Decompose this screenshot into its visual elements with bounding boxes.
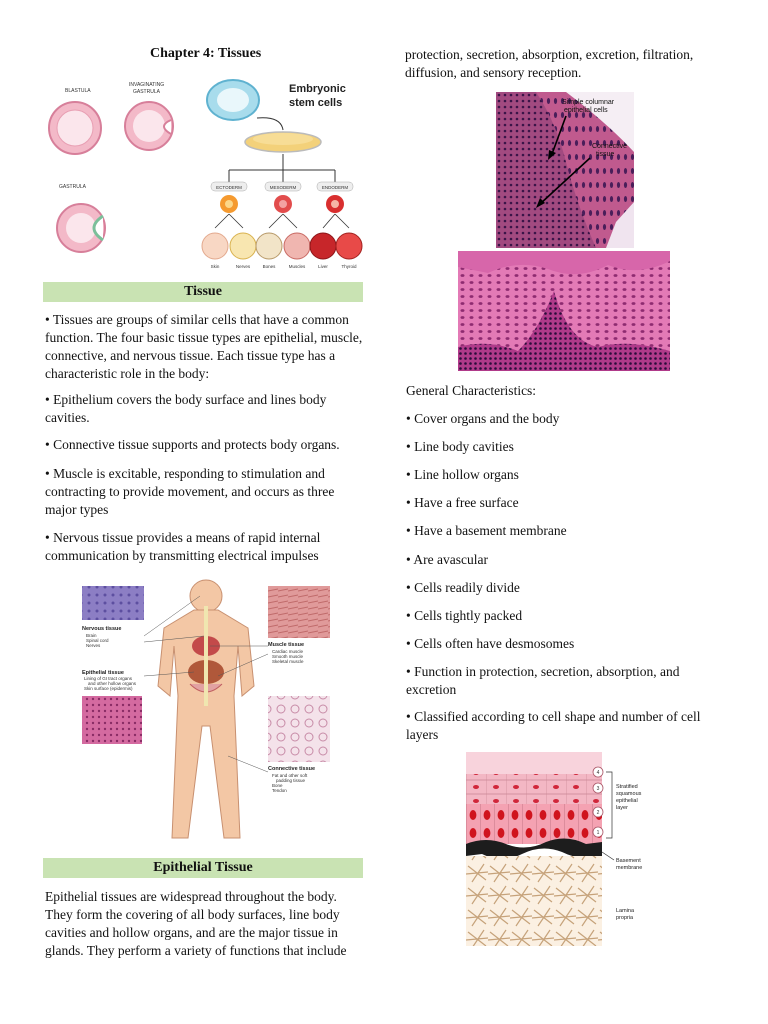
mesoderm-label: MESODERM — [269, 185, 297, 190]
lamina-label: Lamina — [616, 908, 635, 914]
connective-item: padding tissue — [276, 778, 306, 783]
general-characteristics-heading: General Characteristics: — [406, 383, 537, 398]
connective-item: Bone — [272, 783, 283, 788]
gastrula-top-label: GASTRULA — [133, 89, 160, 95]
chapter-title: Chapter 4: Tissues — [150, 46, 262, 61]
muscle-tissue-label: Muscle tissue — [268, 642, 305, 648]
tissue-type-label: Thyroid — [341, 264, 357, 269]
tissue-label: tissue — [596, 151, 615, 158]
connective-item: Fat and other soft — [272, 773, 308, 778]
tissue-paragraph-5: • Nervous tissue provides a means of rapid internal communication by transmitting electrical impulses — [45, 530, 321, 563]
tissue-paragraph-4: • Muscle is excitable, responding to stimulation and contracting to provide movement, and occurs as three major types — [45, 466, 335, 517]
characteristic-item: • Function in protection, secretion, absorption, and excretion — [406, 664, 680, 697]
epithelial-layer-label: epithelial — [616, 798, 638, 804]
epithelial-heading: Epithelial Tissue — [43, 858, 363, 878]
simple-columnar-micrograph — [496, 92, 634, 248]
nervous-item: Nerves — [86, 643, 101, 648]
epithelial-item: Skin surface (epidermis) — [84, 686, 133, 691]
layer-number: 4 — [596, 770, 600, 776]
characteristic-item: • Have a basement membrane — [406, 523, 567, 538]
epithelial-cells-label: epithelial cells — [564, 107, 608, 114]
endoderm-label: ENDODERM — [321, 185, 349, 190]
connective-tissue-label: Connective tissue — [268, 766, 316, 772]
epithelial-item: Lining of GI tract organs — [84, 676, 133, 681]
characteristic-item: • Cells tightly packed — [406, 608, 523, 623]
muscle-item: Cardiac muscle — [272, 649, 304, 654]
tissue-paragraph-3: • Connective tissue supports and protects body organs. — [45, 437, 340, 452]
continued-text: protection, secretion, absorption, excretion, filtration, diffusion, and sensory reception. — [405, 47, 694, 80]
characteristic-item: • Line hollow organs — [406, 467, 519, 482]
tissue-heading: Tissue — [43, 282, 363, 302]
epithelial-item: and other hollow organs — [88, 681, 137, 686]
epithelial-paragraph: Epithelial tissues are widespread throughout the body. They form the covering of all body surfaces, line body cavities and hollow organs, and are the major tissue in glands. They perform a variety of functions that include — [45, 889, 347, 958]
connective-label: Connective — [592, 143, 628, 150]
tissue-type-label: Nerves — [235, 264, 251, 269]
nervous-tissue-label: Nervous tissue — [82, 626, 122, 632]
stratified-label: Stratified — [616, 784, 638, 790]
muscle-item: Skeletal muscle — [272, 659, 304, 664]
characteristic-item: • Line body cavities — [406, 439, 514, 454]
body-tissue-figure — [78, 576, 334, 848]
basement-label: Basement — [616, 858, 641, 864]
squamous-label: squamous — [616, 791, 642, 797]
tissue-paragraph-1: • Tissues are groups of similar cells that have a common function. The four basic tissue types are epithelial, muscle, connective, and nervous tissue. Each tissue type has a characteristic role in the body: — [45, 312, 363, 381]
membrane-label: membrane — [616, 865, 643, 871]
layer-label: layer — [616, 805, 628, 811]
characteristic-item: • Have a free surface — [406, 495, 519, 510]
simple-columnar-label: Simple columnar — [562, 99, 615, 106]
layer-number: 3 — [596, 786, 600, 792]
layer-number: 1 — [596, 830, 600, 836]
stratified-micrograph — [458, 251, 670, 371]
gastrula-label: GASTRULA — [59, 184, 86, 190]
nervous-item: Spinal cord — [86, 638, 109, 643]
embryonic-label: Embryonic — [289, 83, 346, 95]
propria-label: propria — [616, 915, 634, 921]
epithelial-tissue-label: Epithelial tissue — [82, 670, 124, 676]
characteristic-item: • Cells often have desmosomes — [406, 636, 575, 651]
ectoderm-label: ECTODERM — [216, 185, 242, 190]
stem-cells-label: stem cells — [289, 97, 343, 109]
invaginating-label: INVAGINATING — [129, 82, 165, 88]
tissue-type-label: Skin — [210, 264, 220, 269]
characteristic-item: • Cover organs and the body — [406, 411, 560, 426]
characteristic-item: • Are avascular — [406, 552, 488, 567]
blastula-label: BLASTULA — [65, 88, 91, 94]
stratified-squamous-diagram — [466, 752, 646, 946]
nervous-item: Brain — [86, 633, 97, 638]
tissue-type-label: Muscles — [288, 264, 306, 269]
connective-item: Tendon — [272, 788, 287, 793]
tissue-type-label: Bones — [262, 264, 276, 269]
tissue-paragraph-2: • Epithelium covers the body surface and lines body cavities. — [45, 392, 327, 425]
tissue-type-label: Liver — [318, 264, 328, 269]
characteristic-item: • Classified according to cell shape and number of cell layers — [406, 709, 701, 742]
characteristic-item: • Cells readily divide — [406, 580, 520, 595]
embryo-stem-cell-figure — [45, 76, 365, 272]
muscle-item: Smooth muscle — [272, 654, 304, 659]
layer-number: 2 — [596, 810, 600, 816]
